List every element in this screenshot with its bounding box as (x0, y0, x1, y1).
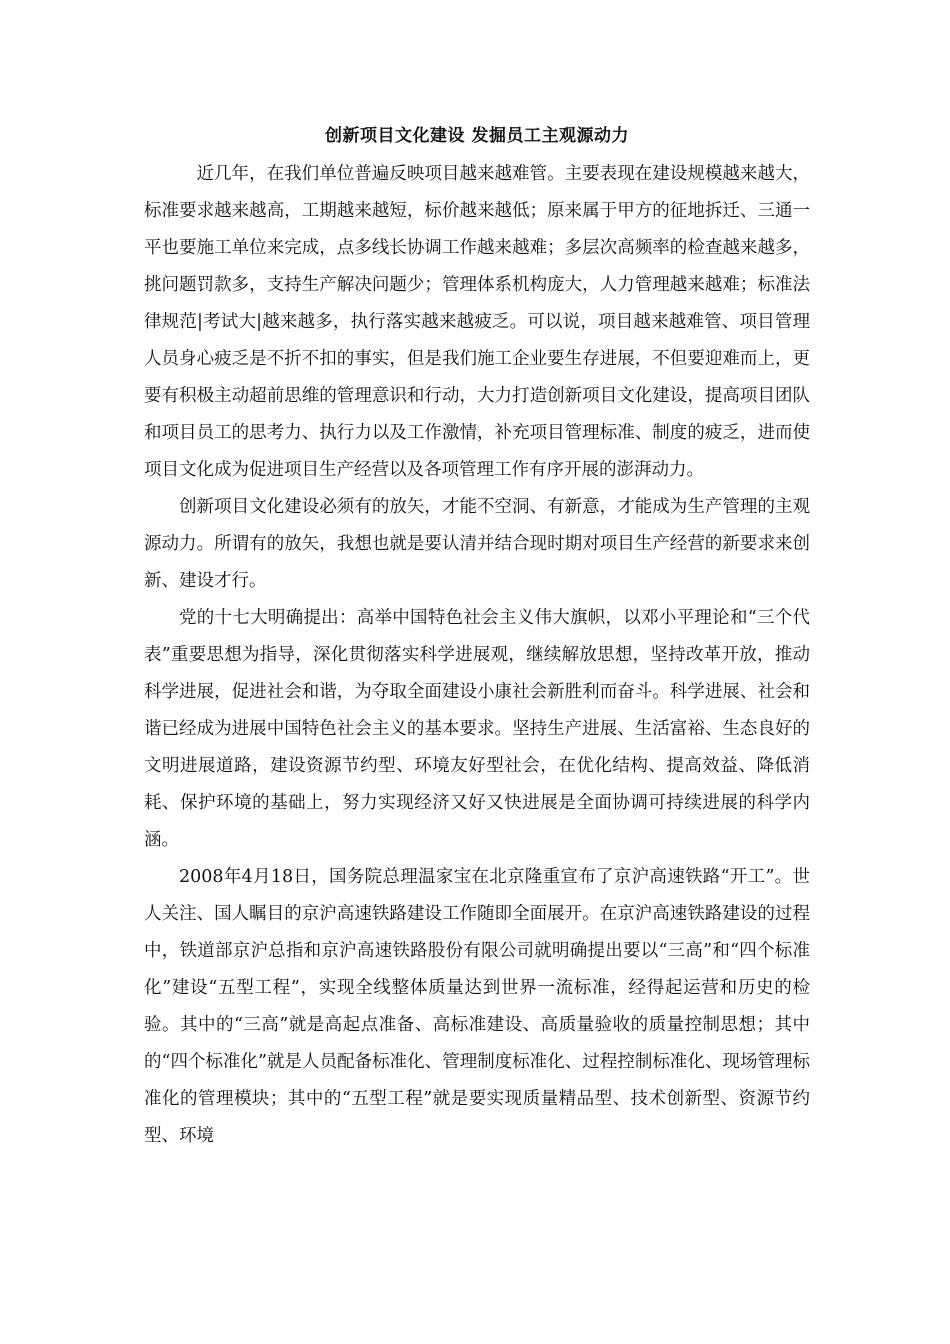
paragraph-1: 近几年，在我们单位普遍反映项目越来越难管。主要表现在建设规模越来越大，标准要求越来越高，工期越来越短，标价越来越低；原来属于甲方的征地拆迁、三通一平也要施工单位来完成，点多线长协调工作越来越难；多层次高频率的检查越来越多，挑问题罚款多，支持生产解决问题少；管理体系机构庞大，人力管理越来越难；标准法律规范|考试大|越来越多，执行落实越来越疲乏。可以说，项目越来越难管、项目管理人员身心疲乏是不折不扣的事实，但是我们施工企业要生存进展，不但要迎难而上，更要有积极主动超前思维的管理意识和行动，大力打造创新项目文化建设，提高项目团队和项目员工的思考力、执行力以及工作激情，补充项目管理标准、制度的疲乏，进而使项目文化成为促进项目生产经营以及各项管理工作有序开展的澎湃动力。 (144, 164, 810, 480)
document-body (144, 118, 810, 1155)
paragraph-2: 创新项目文化建设必须有的放矢，才能不空洞、有新意，才能成为生产管理的主观源动力。所谓有的放矢，我想也就是要认清并结合现时期对项目生产经营的新要求来创新、建设才行。 (144, 497, 810, 591)
paragraph-4: 2008年4月18日，国务院总理温家宝在北京隆重宣布了京沪高速铁路“开工”。世人关注、国人瞩目的京沪高速铁路建设工作随即全面展开。在京沪高速铁路建设的过程中，铁道部京沪总指和京沪高速铁路股份有限公司就明确提出要以“三高”和“四个标准化”建设“五型工程”，实现全线整体质量达到世界一流标准，经得起运营和历史的检验。其中的“三高”就是高起点准备、高标准建设、高质量验收的质量控制思想；其中的“四个标准化”就是人员配备标准化、管理制度标准化、过程控制标准化、现场管理标准化的管理模块；其中的“五型工程”就是要实现质量精品型、技术创新型、资源节约型、环境 (144, 867, 810, 1146)
paragraph-3: 党的十七大明确提出：高举中国特色社会主义伟大旗帜，以邓小平理论和“三个代表”重要思想为指导，深化贯彻落实科学进展观，继续解放思想，坚持改革开放，推动科学进展，促进社会和谐，为夺取全面建设小康社会新胜利而奋斗。科学进展、社会和谐已经成为进展中国特色社会主义的基本要求。坚持生产进展、生活富裕、生态良好的文明进展道路，建设资源节约型、环境友好型社会，在优化结构、提高效益、降低消耗、保护环境的基础上，努力实现经济又好又快进展是全面协调可持续进展的科学内涵。 (144, 608, 810, 850)
document-title: 创新项目文化建设 发掘员工主观源动力 (325, 126, 629, 146)
